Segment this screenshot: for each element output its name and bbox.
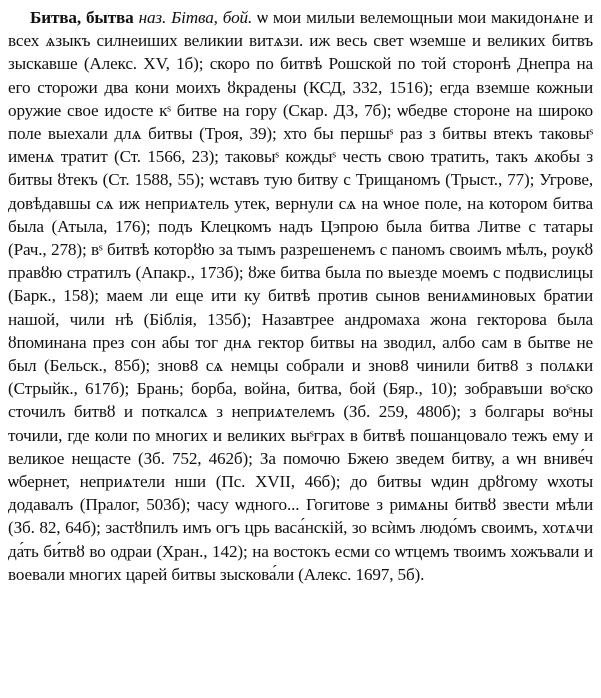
entry-citations: ѡ мои милыи велемощныи мои макидонѧне и всех ѧзыкъ силнеиших великии витѧзи. иж весь свет ѡземше и великих битвъ зыскавше (Алекс. XV, 1б); скоро по битвѣ Рошской по той сторонѣ Днепра на его сторожи два кони моихъ ȣкрадены (КСД, 332, 1516); егда вземше кожныи оружие свое идосте кˢ битве на гору (Скар. ДЗ, 7б); ѡбедве стороне на широко поле выехали длѧ битвы (Троя, 39); хто бы першыˢ раз з битвы втекъ таковыˢ именѧ тратит (Ст. 1566, 23); таковыˢ кождыˢ честь свою тратить, такъ ѧкобы з битвы ȣтекъ (Ст. 1588, 55); ѡставъ тую битву с Трищаномъ (Трыст., 77); Угрове, довѣдавшы сѧ иж неприѧтель утек, вернули сѧ на ѡное поле, на котором битва была (Атыла, 176); подъ Клецкомъ надъ Цэпрою была битва Литве с татары (Рач., 278); вˢ битвѣ которȣю за тымъ разрешенемъ с паномъ своимъ мѣлъ, роукȣ правȣю стратилъ (Апакр., 173б); ȣже битва была по выезде моемъ с подвислицы (Барк., 158); маем ли еще ити ку битвѣ против сынов вениѧминовых братии нашой, чили нѣ (Біблія, 135б); Назавтрее андромаха жона гекторова была ȣпоминана през сон абы тог днѧ гектор битвы на зводил, албо сам в бытве не был (Бельск., 85б); знов8 сѧ немцы собрали и знов8 чинили битв8 з полѧки (Стрыйк., 617б); Брань; борба, война, битва, бой (Бяр., 10); зобравъши воˢско сточилъ битвȣ и поткалсѧ з неприѧтелемъ (Зб. 259, 480б); з болгары воˢны точили, где коли по многих и великих выˢграх в битвѣ пошанцовало тежъ ему и великое нещасте (Зб. 752, 462б); За помочю Бжею зведем битву, а ѡн вниве́ч ѡбернет, неприѧтели нши (Пс. XVII, 46б); до битвы ѡдин дрȣгому ѡхоты додавалъ (Пралог, 503б); часу ѡдного... Гогитове з римѧны битвȣ звести мѣли (Зб. 82, 64б); застȣпилъ имъ огъ црь васа́нскій, зо всѝмъ людо́мъ своимъ, хотѧчи да́ть би́твȣ во одраи (Хран., 142); на востокъ есми со ѡтцемъ твоимъ хожъвали и воевали многих царей битвы зыскова́ли (Алекс. 1697, 5б). [8,8,593,584]
entry-headword: Битва, бытва [30,8,134,27]
grammar-label: наз. [138,8,167,27]
entry-gloss: Бітва, бой. [171,8,253,27]
dictionary-entry [8,6,593,586]
